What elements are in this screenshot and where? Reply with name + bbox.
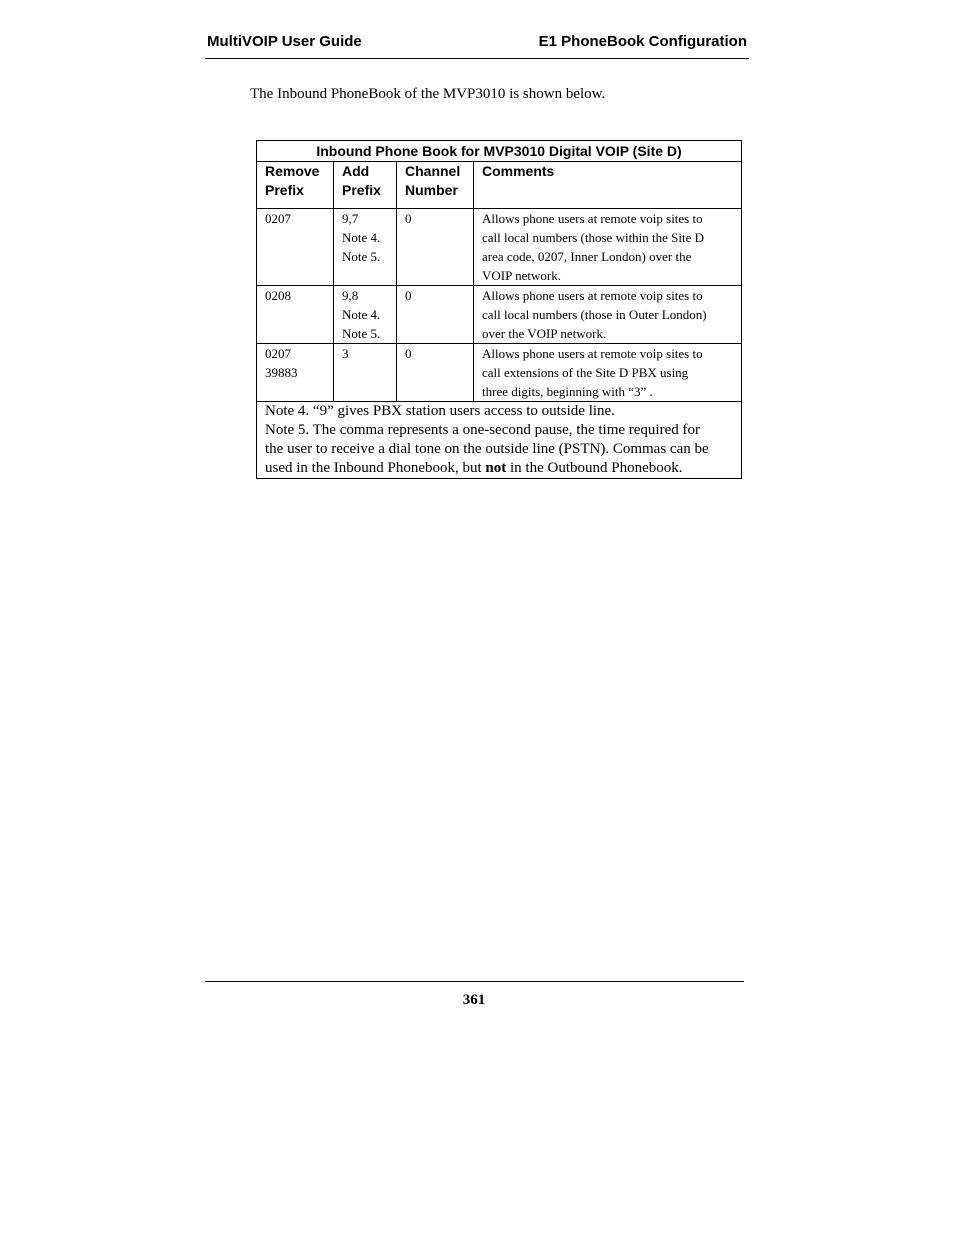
remove-prefix-cell: 0207 [257, 209, 334, 286]
column-header-channel-number: Channel Number [397, 162, 474, 209]
table-row [257, 209, 742, 286]
note-5-last-line: used in the Inbound Phonebook, but not in the Outbound Phonebook. [265, 460, 683, 476]
table-notes [257, 402, 742, 479]
add-prefix-cell: 9,8 Note 4. Note 5. [334, 286, 397, 344]
column-header-add-prefix: Add Prefix [334, 162, 397, 209]
page-number: 361 [462, 992, 486, 1008]
comments-cell: Allows phone users at remote voip sites to call local numbers (those in Outer London) over the VOIP network. [474, 286, 742, 344]
comments-cell: Allows phone users at remote voip sites to call extensions of the Site D PBX using three digits, beginning with “3” . [474, 344, 742, 402]
note-5-line: the user to receive a dial tone on the outside line (PSTN). Commas can be [265, 441, 709, 457]
table-notes-row [257, 402, 742, 479]
table-row [257, 286, 742, 344]
channel-number-cell: 0 [397, 286, 474, 344]
comments-cell: Allows phone users at remote voip sites to call local numbers (those within the Site D area code, 0207, Inner London) over the VOIP network. [474, 209, 742, 286]
remove-prefix-cell: 0208 [257, 286, 334, 344]
column-header-remove-prefix: Remove Prefix [257, 162, 334, 209]
emphasis-not: not [485, 460, 507, 476]
inbound-phonebook-table [256, 140, 742, 479]
note-4: Note 4. “9” gives PBX station users access to outside line. [265, 403, 615, 419]
table-title: Inbound Phone Book for MVP3010 Digital VOIP (Site D) [257, 141, 742, 162]
running-header-section: E1 PhoneBook Configuration [538, 33, 747, 50]
column-header-comments: Comments [474, 162, 742, 209]
note-5-line: Note 5. The comma represents a one-second pause, the time required for [265, 422, 700, 438]
running-header-title: MultiVOIP User Guide [207, 33, 362, 50]
footer-rule [205, 981, 744, 982]
add-prefix-cell: 3 [334, 344, 397, 402]
table-header-row [257, 162, 742, 209]
add-prefix-cell: 9,7 Note 4. Note 5. [334, 209, 397, 286]
intro-paragraph: The Inbound PhoneBook of the MVP3010 is shown below. [250, 86, 606, 102]
remove-prefix-cell: 0207 39883 [257, 344, 334, 402]
header-rule [205, 58, 749, 59]
table-row [257, 344, 742, 402]
channel-number-cell: 0 [397, 209, 474, 286]
channel-number-cell: 0 [397, 344, 474, 402]
